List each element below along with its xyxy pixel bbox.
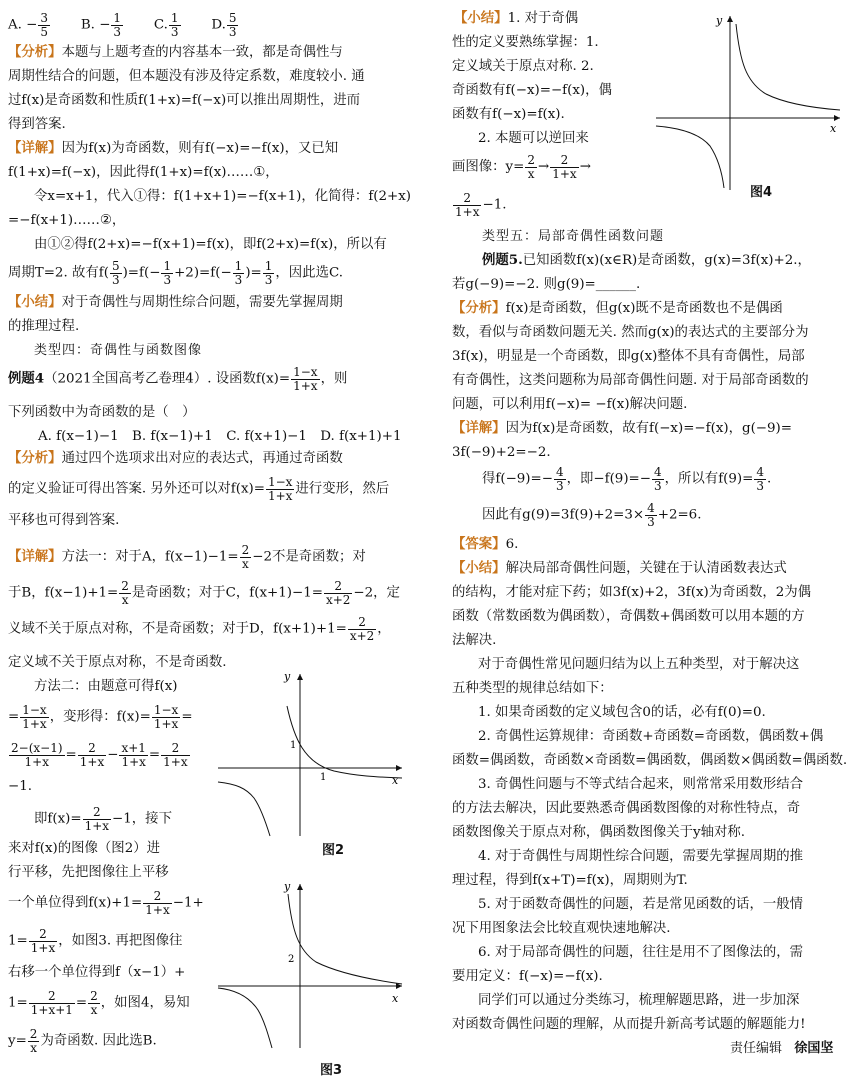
method2-line: $\frac{2-(x-1)}{1+x}$ = $\frac{2}{1+x}$ − $\frac{x+1}{1+x}$ = $\frac{2}{1+x}$ bbox=[11, 741, 188, 769]
rule-line: 3. 奇偶性问题与不等式结合起来，则常常采用数形结合 bbox=[478, 777, 804, 792]
method2-line: 1= $\frac{2}{1+x+1}$ = $\frac{2}{x}$ ，如图4，易知 bbox=[8, 989, 190, 1017]
detail-line: 定义域不关于原点对称，不是奇函数. bbox=[8, 655, 227, 670]
analysis-line: 【分析】本题与上题考查的内容基本一致，都是奇偶性与 bbox=[8, 44, 343, 60]
summary-line: 的结构，才能对症下药；如3f(x)+2，3f(x)为奇函数，2为偶 bbox=[452, 585, 812, 600]
section-heading: 类型四：奇偶性与函数图像 bbox=[34, 343, 203, 358]
y-axis-label: y bbox=[284, 880, 291, 893]
analysis-line: 过f(x)是奇函数和性质f(1+x)=f(−x)可以推出周期性，进而 bbox=[8, 93, 361, 108]
detail-line: =−f(x+1)……②， bbox=[8, 213, 126, 228]
analysis-line: 3f(x)，明显是一个奇函数，即g(x)整体不具有奇偶性，局部 bbox=[452, 349, 805, 364]
x-axis-label: x bbox=[392, 774, 399, 787]
analysis-line: 数，看似与奇函数问题无关. 然而g(x)的表达式的主要部分为 bbox=[452, 325, 809, 340]
summary-line: 【小结】对于奇偶性与周期性综合问题，需要先掌握周期 bbox=[8, 294, 343, 310]
method2-line: 行平移，先把图像往上平移 bbox=[8, 865, 169, 880]
method2-line: 右移一个单位得到f（x−1）+ bbox=[8, 965, 186, 980]
summary-line: 2. 本题可以逆回来 bbox=[478, 131, 589, 146]
method2-line: 来对f(x)的图像（图2）进 bbox=[8, 841, 160, 856]
example-line: 例题4（2021全国高考乙卷理4）. 设函数f(x)= $\frac{1-x}{1+x}$ ，则 bbox=[8, 365, 348, 393]
figure-4 bbox=[654, 12, 844, 200]
x-axis-arrow bbox=[834, 115, 840, 121]
summary-line: 定义域关于原点对称. 2. bbox=[452, 59, 594, 74]
figure-2-caption: 图2 bbox=[322, 843, 345, 858]
x-axis-label: x bbox=[830, 122, 837, 135]
analysis-line: 的定义验证可得出答案. 另外还可以对f(x)= $\frac{1-x}{1+x}$ 进行变形，然后 bbox=[8, 475, 390, 503]
analysis-line: 【分析】f(x)是奇函数，但g(x)既不是奇函数也不是偶函 bbox=[452, 300, 783, 316]
y-axis-label: y bbox=[716, 14, 723, 27]
summary-line: 的推理过程. bbox=[8, 319, 80, 334]
detail-line: 【详解】因为f(x)是奇函数，故有f(−x)=−f(x)，g(−9)= bbox=[452, 420, 792, 436]
figure-2-graph bbox=[216, 668, 406, 838]
rule-line: 函数图像关于原点对称，偶函数图像关于y轴对称. bbox=[452, 825, 746, 840]
example-options: A. f(x−1)−1 B. f(x−1)+1 C. f(x+1)−1 D. f(x+1)+1 bbox=[38, 429, 402, 444]
rule-line: 5. 对于函数奇偶性的问题，若是常见函数的话，一般情 bbox=[478, 897, 804, 912]
method2-line: 即f(x)= $\frac{2}{1+x}$ −1，接下 bbox=[34, 805, 172, 833]
summary-line: 画图像：y= $\frac{2}{x}$ → $\frac{2}{1+x}$ → bbox=[452, 153, 591, 181]
summary-line: 函数（常数函数为偶函数），奇偶数+偶函数可以用本题的方 bbox=[452, 609, 805, 624]
summary-line: 【小结】1. 对于奇偶 bbox=[454, 10, 579, 26]
analysis-line: 平移也可得到答案. bbox=[8, 513, 120, 528]
figure-3-graph bbox=[216, 880, 406, 1050]
detail-line: 3f(−9)+2=−2. bbox=[452, 445, 551, 460]
rule-line: 6. 对于局部奇偶性的问题，往往是用不了图像法的，需 bbox=[478, 945, 804, 960]
y-axis-arrow bbox=[727, 16, 733, 22]
summary-line: 奇函数有f(−x)=−f(x)，偶 bbox=[452, 83, 612, 98]
summary-line: 函数有f(−x)=f(x). bbox=[452, 107, 565, 122]
detail-line: 于B，f(x−1)+1= $\frac{2}{x}$ 是奇函数；对于C，f(x+1)−1= $\frac{2}{x+2}$ −2，定 bbox=[8, 579, 400, 607]
detail-line: 得f(−9)=− $\frac{4}{3}$ ，即−f(9)=− $\frac{4}{3}$ ，所以有f(9)= $\frac{4}{3}$ . bbox=[482, 465, 772, 493]
curve-branch-left bbox=[218, 988, 272, 1048]
summary-line: 【小结】解决局部奇偶性问题，关键在于认清函数表达式 bbox=[452, 560, 787, 576]
analysis-line: 得到答案. bbox=[8, 117, 66, 132]
curve-branch-right bbox=[288, 894, 402, 984]
detail-line: 由①②得f(2+x)=−f(x+1)=f(x)，即f(2+x)=f(x)，所以有 bbox=[34, 237, 387, 252]
tick-label-x: 1 bbox=[320, 772, 327, 783]
conclusion-line: 对于奇偶性常见问题归结为以上五种类型，对于解决这 bbox=[478, 657, 800, 672]
detail-line: f(1+x)=f(−x)，因此得f(1+x)=f(x)……①， bbox=[8, 165, 279, 180]
analysis-line: 问题，可以利用f(−x)= −f(x)解决问题. bbox=[452, 397, 688, 412]
summary-line: 性的定义要熟练掌握：1. bbox=[452, 35, 599, 50]
x-axis-label: x bbox=[392, 992, 399, 1005]
rule-line: 理过程，得到f(x+T)=f(x)，周期则为T. bbox=[452, 873, 688, 888]
tick-label-y: 2 bbox=[288, 954, 295, 965]
detail-line: 周期T=2. 故有f( $\frac{5}{3}$ )=f(− $\frac{1}{3}$ +2)=f(− $\frac{1}{3}$ )= $\frac{1}{3}$ ，因此选C. bbox=[8, 259, 343, 287]
y-axis-label: y bbox=[284, 670, 291, 683]
summary-line: $\frac{2}{1+x}$ −1. bbox=[455, 191, 507, 219]
curve-branch-left bbox=[218, 782, 270, 836]
rule-line: 2. 奇偶性运算规律：奇函数+奇函数=奇函数，偶函数+偶 bbox=[478, 729, 824, 744]
example-line: 下列函数中为奇函数的是（ ） bbox=[8, 405, 196, 420]
figure-3 bbox=[216, 880, 406, 1078]
tick-label-y: 1 bbox=[290, 740, 297, 751]
answer-line: 【答案】6. bbox=[452, 536, 519, 552]
ending-line: 对函数奇偶性问题的理解，从而提升新高考试题的解题能力! bbox=[452, 1017, 806, 1032]
curve-branch-right bbox=[736, 24, 840, 110]
rule-line: 4. 对于奇偶性与周期性综合问题，需要先掌握周期的推 bbox=[478, 849, 804, 864]
detail-line: 【详解】方法一：对于A，f(x−1)−1= $\frac{2}{x}$ −2不是奇函数；对 bbox=[8, 543, 366, 571]
rule-line: 1. 如果奇函数的定义域包含0的话，必有f(0)=0. bbox=[478, 705, 766, 720]
example-line: 若g(−9)=−2. 则g(9)=______. bbox=[452, 277, 641, 292]
options-line: A. − $\frac{3}{5}$ B. − $\frac{1}{3}$ C. $\frac{1}{3}$ D. $\frac{5}{3}$ bbox=[8, 11, 237, 39]
editor-credit: 责任编辑 徐国坚 bbox=[730, 1041, 834, 1056]
rule-line: 要用定义：f(−x)=−f(x). bbox=[452, 969, 603, 984]
detail-line: 令x=x+1，代入①得：f(1+x+1)=−f(x+1)，化简得：f(2+x) bbox=[34, 189, 412, 204]
method2-line: −1. bbox=[8, 779, 32, 794]
detail-line: 【详解】因为f(x)为奇函数，则有f(−x)=−f(x)，又已知 bbox=[8, 140, 339, 156]
curve-branch-right bbox=[287, 706, 402, 778]
figure-3-caption: 图3 bbox=[320, 1063, 343, 1078]
detail-line: 义域不关于原点对称，不是奇函数；对于D，f(x+1)+1= $\frac{2}{x+2}$ ， bbox=[8, 615, 391, 643]
curve-branch-left bbox=[656, 126, 724, 188]
summary-line: 法解决. bbox=[452, 633, 497, 648]
analysis-line: 有奇偶性，这类问题称为局部奇偶性问题. 对于局部奇函数的 bbox=[452, 373, 809, 388]
method2-line: 方法二：由题意可得f(x) bbox=[34, 679, 178, 694]
example-line: 例题5.已知函数f(x)(x∈R)是奇函数，g(x)=3f(x)+2.， bbox=[482, 252, 811, 268]
figure-4-graph bbox=[654, 12, 844, 192]
rule-line: 函数=偶函数，奇函数×奇函数=偶函数，偶函数×偶函数=偶函数. bbox=[452, 753, 848, 768]
analysis-line: 【分析】通过四个选项求出对应的表达式，再通过奇函数 bbox=[8, 450, 343, 466]
method2-line: = $\frac{1-x}{1+x}$ ，变形得：f(x)= $\frac{1-x}{1+x}$ = bbox=[8, 703, 193, 731]
method2-line: y= $\frac{2}{x}$ 为奇函数. 因此选B. bbox=[8, 1027, 157, 1055]
method2-line: 一个单位得到f(x)+1= $\frac{2}{1+x}$ −1+ bbox=[8, 889, 204, 917]
y-axis-arrow bbox=[297, 674, 303, 680]
y-axis-arrow bbox=[297, 884, 303, 890]
conclusion-line: 五种类型的规律总结如下： bbox=[452, 681, 613, 696]
method2-line: 1= $\frac{2}{1+x}$ ，如图3. 再把图像往 bbox=[8, 927, 183, 955]
rule-line: 况下用图象法会比较直观快速地解决. bbox=[452, 921, 671, 936]
analysis-line: 周期性结合的问题，但本题没有涉及待定系数，难度较小. 通 bbox=[8, 69, 365, 84]
section-heading: 类型五：局部奇偶性函数问题 bbox=[482, 229, 665, 244]
detail-line: 因此有g(9)=3f(9)+2=3× $\frac{4}{3}$ +2=6. bbox=[482, 501, 702, 529]
x-axis-arrow bbox=[396, 765, 402, 771]
figure-2 bbox=[216, 668, 406, 858]
figure-4-caption: 图4 bbox=[750, 185, 773, 200]
ending-line: 同学们可以通过分类练习，梳理解题思路，进一步加深 bbox=[478, 993, 800, 1008]
rule-line: 的方法去解决，因此要熟悉奇偶函数图像的对称性特点，奇 bbox=[452, 801, 801, 816]
